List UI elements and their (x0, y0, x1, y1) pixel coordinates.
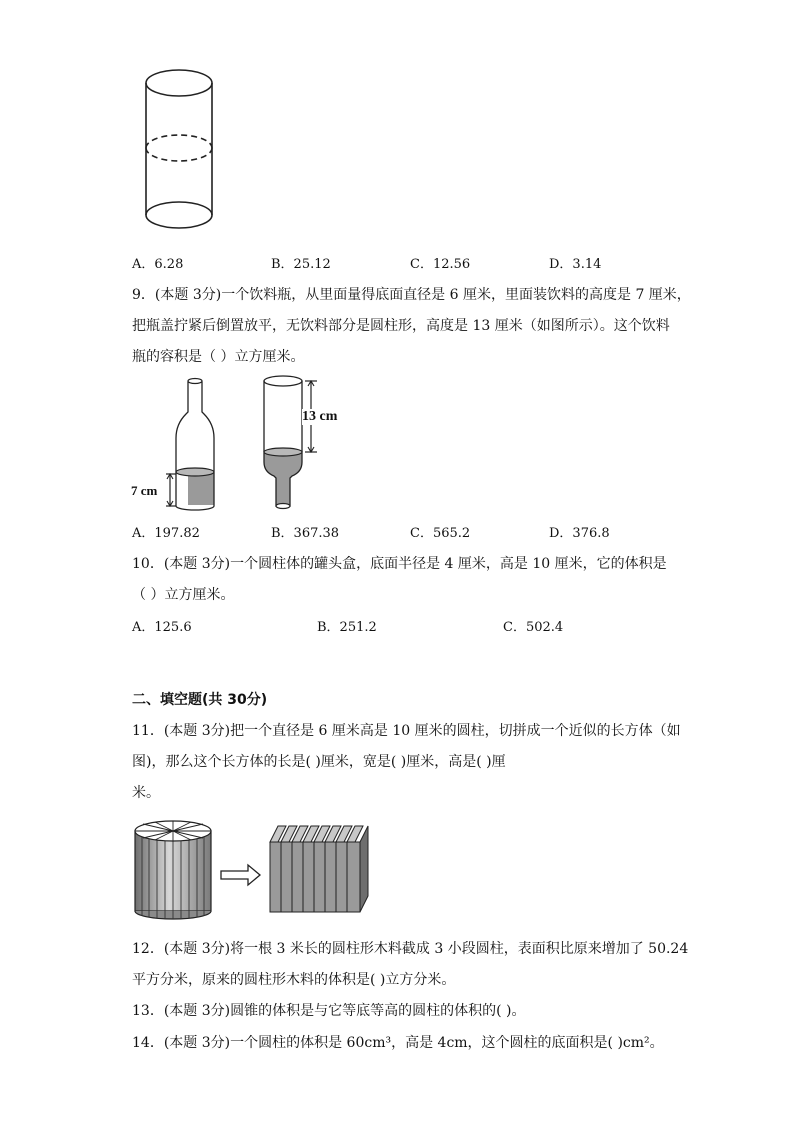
q8-option-c[interactable]: C．12.56 (410, 257, 471, 272)
q13-line-1: 13．(本题 3分)圆锥的体积是与它等底等高的圆柱的体积的( )。 (132, 1003, 526, 1019)
section-heading: 二、填空题(共 30分) (132, 692, 268, 708)
q10-option-b[interactable]: B．251.2 (317, 620, 377, 635)
q9-line-1: 9．(本题 3分)一个饮料瓶，从里面量得底面直径是 6 厘米，里面装饮料的高度是 7 厘米， (132, 287, 691, 303)
q14-line-1: 14．(本题 3分)一个圆柱的体积是 60cm³，高是 4cm，这个圆柱的底面积是( )cm²。 (132, 1035, 664, 1051)
q8-option-b[interactable]: B．25.12 (271, 257, 331, 272)
q10-option-a[interactable]: A．125.6 (132, 620, 192, 635)
q9-label-7cm: 7 cm (131, 483, 158, 498)
q10-option-c[interactable]: C．502.4 (503, 620, 564, 635)
q11-line-2: 图)，那么这个长方体的长是( )厘米，宽是( )厘米，高是( )厘 (132, 754, 506, 770)
q9-option-d[interactable]: D．376.8 (549, 526, 610, 541)
q12-line-1: 12．(本题 3分)将一根 3 米长的圆柱形木料截成 3 小段圆柱，表面积比原来增加了 50.24 (132, 941, 689, 957)
q9-option-c[interactable]: C．565.2 (410, 526, 471, 541)
q11-line-3: 米。 (132, 785, 160, 801)
q9-option-b[interactable]: B．367.38 (271, 526, 340, 541)
q9-option-a[interactable]: A．197.82 (132, 526, 200, 541)
q9-label-13cm: 13 cm (302, 409, 338, 424)
cylinder-to-cuboid-figure (130, 812, 380, 922)
q11-line-1: 11．(本题 3分)把一个直径是 6 厘米高是 10 厘米的圆柱，切拼成一个近似的长方体（如 (132, 723, 681, 739)
q8-option-a[interactable]: A．6.28 (132, 257, 184, 272)
q9-line-2: 把瓶盖拧紧后倒置放平，无饮料部分是圆柱形，高度是 13 厘米（如图所示）。这个饮料 (132, 318, 670, 334)
q12-line-2: 平方分米，原来的圆柱形木料的体积是( )立方分米。 (132, 972, 456, 988)
q8-option-d[interactable]: D．3.14 (549, 257, 602, 272)
q10-line-1: 10．(本题 3分)一个圆柱体的罐头盒，底面半径是 4 厘米，高是 10 厘米，它的体积是 (132, 556, 667, 572)
cylinder-figure (140, 66, 220, 236)
q10-line-2: （ ）立方厘米。 (132, 587, 235, 603)
q9-line-3: 瓶的容积是（ ）立方厘米。 (132, 349, 305, 365)
bottle-inverted-figure (255, 372, 355, 512)
